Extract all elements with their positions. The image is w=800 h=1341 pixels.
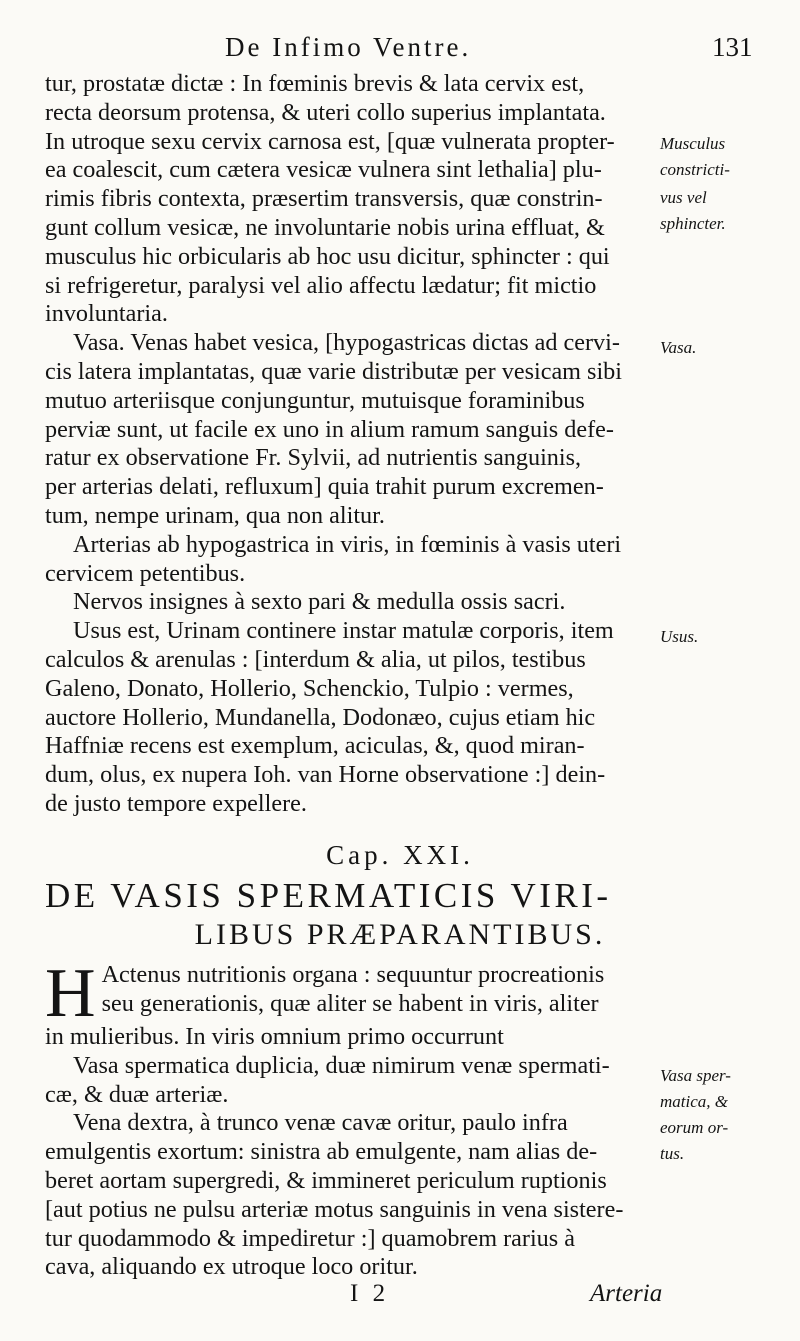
text-line: ratur ex observatione Fr. Sylvii, ad nutrientis sanguinis,	[45, 444, 582, 472]
section-vesica-text	[45, 70, 657, 819]
text-line: perviæ sunt, ut facile ex uno in alium ramum sanguis defe-	[45, 415, 614, 443]
text-line: recta deorsum protensa, & uteri collo superius implantata.	[45, 98, 606, 126]
margin-note: Usus.	[660, 627, 699, 646]
text-line: per arterias delati, refluxum] quia trahit purum excremen-	[45, 473, 604, 501]
margin-note: tus.	[660, 1144, 685, 1163]
text-line: cis latera implantatas, quæ varie distributæ per vesicam sibi	[45, 357, 622, 385]
text-line: in mulieribus. In viris omnium primo occurrunt	[45, 1023, 504, 1050]
drop-cap: H	[45, 955, 96, 1032]
text-line: de justo tempore expellere.	[45, 789, 307, 817]
chapter-title-line-2: LIBUS PRÆPARANTIBUS.	[194, 918, 606, 951]
text-line: Haffniæ recens est exemplum, aciculas, &, quod miran-	[45, 732, 585, 760]
margin-note: Vasa sper-	[660, 1066, 731, 1085]
text-line: Nervos insignes à sexto pari & medulla ossis sacri.	[73, 588, 566, 616]
text-line: involuntaria.	[45, 300, 168, 328]
margin-note: eorum or-	[660, 1118, 729, 1137]
text-line: tum, nempe urinam, qua non alitur.	[45, 501, 385, 529]
margin-note: sphincter.	[660, 214, 726, 233]
running-title: De Infimo Ventre.	[225, 32, 472, 62]
text-line: tur quodammodo & impediretur :] quamobrem rarius à	[45, 1224, 575, 1252]
text-line: Actenus nutritionis organa : sequuntur procreationis	[101, 961, 605, 988]
text-line: ea coalescit, cum cætera vesicæ vulnera sint lethalia] plu-	[45, 156, 602, 184]
text-line: rimis fibris contexta, præsertim transversis, quæ constrin-	[45, 185, 603, 213]
page-footer	[0, 1280, 800, 1320]
text-line: cæ, & duæ arteriæ.	[45, 1080, 229, 1108]
text-line: cervicem petentibus.	[45, 559, 246, 587]
margin-note: vus vel	[660, 188, 707, 207]
text-line: Vasa. Venas habet vesica, [hypogastricas dictas ad cervi-	[73, 329, 620, 357]
text-line: Vena dextra, à trunco venæ cavæ oritur, paulo infra	[73, 1109, 568, 1137]
text-line: Vasa spermatica duplicia, duæ nimirum venæ spermati-	[73, 1051, 610, 1079]
chapter-number: Cap. XXI.	[326, 840, 474, 870]
text-line: emulgentis exortum: sinistra ab emulgente, nam alias de-	[45, 1138, 598, 1166]
text-line: beret aortam supergredi, & immineret periculum ruptionis	[45, 1166, 607, 1194]
text-line: mutuo arteriisque conjunguntur, mutuisque foraminibus	[45, 386, 585, 414]
text-line: tur, prostatæ dictæ : In fœminis brevis & lata cervix est,	[45, 70, 585, 97]
chapter-title-line-1: DE VASIS SPERMATICIS VIRI-	[45, 876, 612, 915]
text-line: calculos & arenulas : [interdum & alia, ut pilos, testibus	[45, 645, 586, 673]
text-line: dum, olus, ex nupera Ioh. van Horne observatione :] dein-	[45, 761, 606, 789]
catchword: Arteria	[590, 1280, 663, 1307]
text-line: auctore Hollerio, Mundanella, Dodonæo, cujus etiam hic	[45, 703, 596, 731]
text-line: musculus hic orbicularis ab hoc usu dicitur, sphincter : qui	[45, 242, 610, 270]
text-line: Usus est, Urinam continere instar matulæ corporis, item	[73, 617, 614, 645]
margin-note: Musculus	[660, 134, 726, 153]
text-line: gunt collum vesicæ, ne involuntarie nobis urina effluat, &	[45, 213, 605, 241]
text-line: In utroque sexu cervix carnosa est, [quæ vulnerata propter-	[45, 127, 615, 155]
margin-note: matica, &	[660, 1092, 728, 1111]
text-line: seu generationis, quæ aliter se habent in viris, aliter	[101, 989, 599, 1017]
text-line: Arterias ab hypogastrica in viris, in fœminis à vasis uteri	[73, 530, 622, 558]
margin-note: constricti-	[660, 160, 730, 179]
text-line: Galeno, Donato, Hollerio, Schenckio, Tulpio : vermes,	[45, 674, 574, 702]
signature-mark: I 2	[350, 1280, 390, 1307]
section-vasa-spermatica-text	[45, 955, 657, 1282]
text-line: cava, aliquando ex utroque loco oritur.	[45, 1253, 418, 1281]
text-line: [aut potius ne pulsu arteriæ motus sanguinis in vena sistere-	[45, 1195, 624, 1223]
margin-note: Vasa.	[660, 338, 697, 357]
page-number: 131	[712, 32, 753, 62]
running-head	[0, 30, 800, 64]
text-line: si refrigeretur, paralysi vel alio affectu lædatur; fit mictio	[45, 271, 597, 299]
